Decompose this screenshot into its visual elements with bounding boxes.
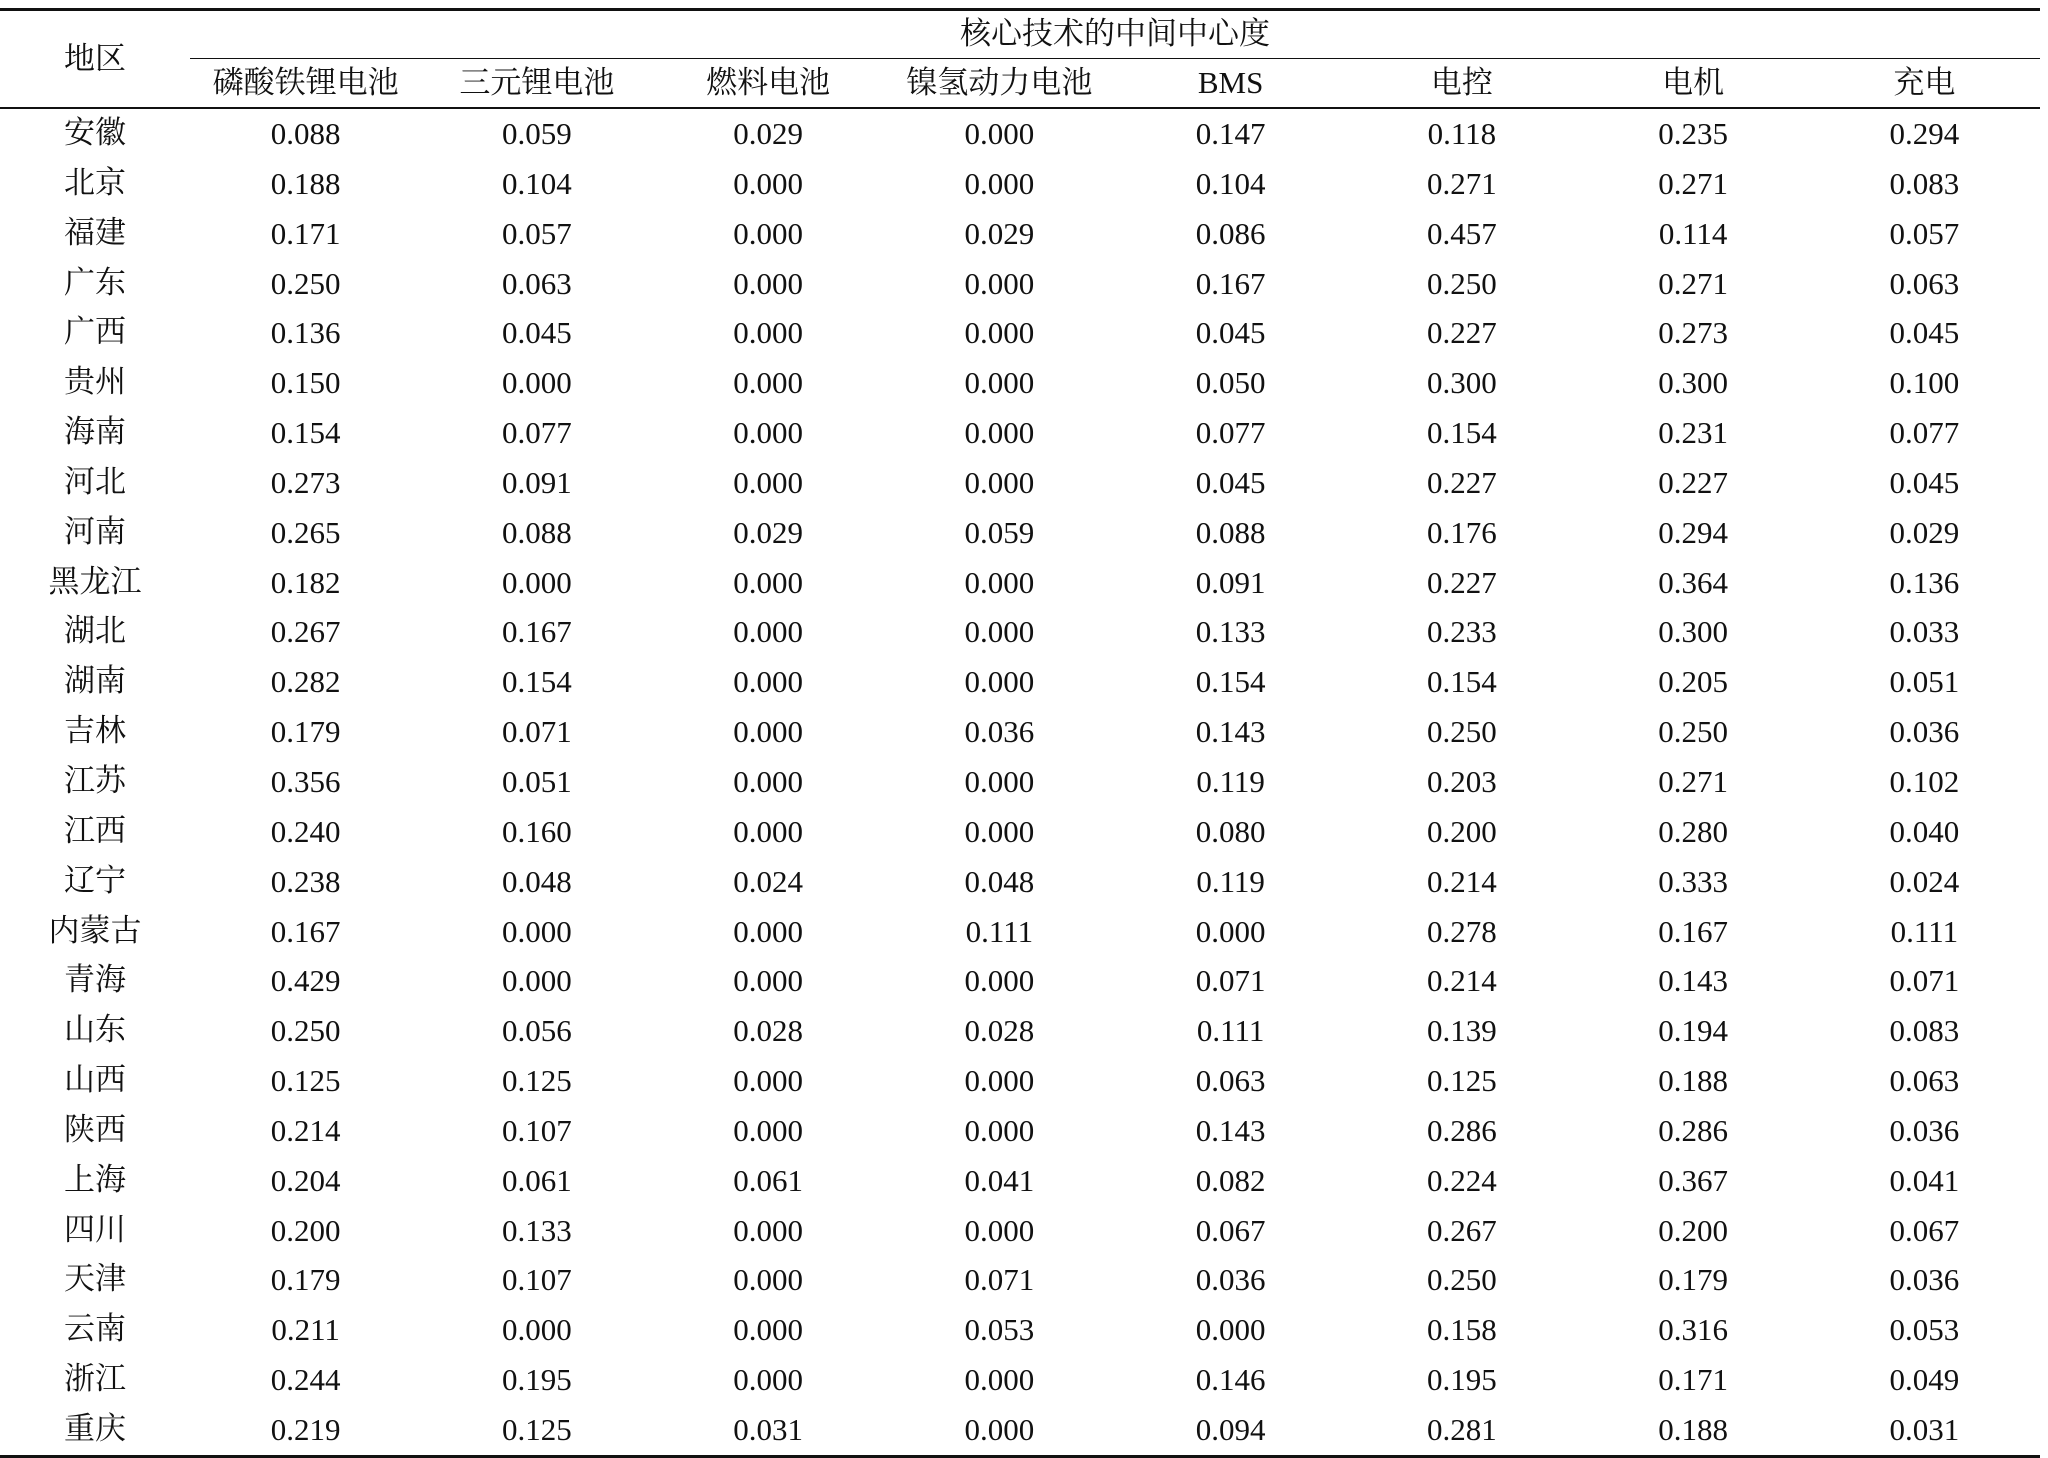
value-cell: 0.364 [1658, 564, 1728, 600]
column-header-charging: 充电 [1809, 59, 2040, 109]
value-cell: 0.250 [1427, 1262, 1497, 1298]
value-cell: 0.211 [271, 1312, 340, 1348]
value-cell: 0.088 [1195, 514, 1266, 550]
value-cell: 0.083 [1889, 1013, 1960, 1049]
table-row [0, 508, 2040, 558]
value-cell: 0.000 [733, 464, 803, 500]
header-row-columns [0, 59, 2040, 109]
value-cell: 0.167 [270, 913, 341, 949]
value-cell: 0.071 [1889, 963, 1960, 999]
value-cell: 0.000 [964, 963, 1035, 999]
value-cell: 0.041 [964, 1162, 1035, 1198]
value-cell: 0.271 [1427, 165, 1497, 201]
value-cell: 0.167 [1195, 265, 1266, 301]
value-cell: 0.000 [733, 215, 803, 251]
value-cell: 0.250 [1658, 714, 1728, 750]
value-cell: 0.000 [733, 315, 803, 351]
value-cell: 0.048 [964, 863, 1035, 899]
region-cell: 广东 [64, 264, 126, 301]
value-cell: 0.051 [1889, 664, 1960, 700]
value-cell: 0.029 [733, 116, 803, 151]
value-cell: 0.125 [502, 1063, 572, 1099]
value-cell: 0.280 [1658, 813, 1728, 849]
region-cell: 广西 [64, 314, 126, 351]
value-cell: 0.000 [733, 564, 803, 600]
value-cell: 0.227 [1427, 564, 1497, 600]
value-cell: 0.160 [502, 813, 572, 849]
value-cell: 0.094 [1115, 1405, 1346, 1456]
column-header-motor: 电机 [1578, 59, 1809, 109]
value-cell: 0.182 [270, 564, 341, 600]
column-header-nimh-battery: 镍氢动力电池 [884, 59, 1115, 109]
value-cell: 0.000 [733, 813, 803, 849]
value-cell: 0.133 [1195, 614, 1266, 650]
value-cell: 0.104 [502, 165, 572, 201]
value-cell: 0.041 [1889, 1162, 1960, 1198]
value-cell: 0.036 [1889, 1112, 1960, 1148]
region-cell: 内蒙古 [48, 912, 142, 949]
value-cell: 0.045 [1195, 315, 1266, 351]
value-cell: 0.281 [1346, 1405, 1577, 1456]
region-cell: 重庆 [0, 1405, 190, 1456]
value-cell: 0.250 [270, 1013, 341, 1049]
value-cell: 0.045 [502, 315, 572, 351]
value-cell: 0.000 [733, 963, 803, 999]
value-cell: 0.000 [964, 265, 1035, 301]
value-cell: 0.077 [1195, 415, 1266, 451]
value-cell: 0.227 [1427, 464, 1497, 500]
value-cell: 0.000 [1195, 1312, 1266, 1348]
value-cell: 0.000 [964, 813, 1035, 849]
value-cell: 0.250 [1427, 714, 1497, 750]
value-cell: 0.179 [270, 714, 341, 750]
value-cell: 0.000 [733, 415, 803, 451]
value-cell: 0.024 [1889, 863, 1960, 899]
value-cell: 0.203 [1427, 763, 1497, 799]
value-cell: 0.154 [502, 664, 572, 700]
table-row [0, 907, 2040, 957]
value-cell: 0.200 [1427, 813, 1497, 849]
value-cell: 0.214 [270, 1112, 341, 1148]
value-cell: 0.000 [733, 1112, 803, 1148]
table-row [0, 1255, 2040, 1305]
value-cell: 0.267 [270, 614, 341, 650]
value-cell: 0.080 [1195, 813, 1266, 849]
region-cell: 海南 [64, 414, 126, 451]
value-cell: 0.000 [733, 165, 803, 201]
value-cell: 0.271 [1658, 265, 1728, 301]
value-cell: 0.250 [1427, 265, 1497, 301]
value-cell: 0.000 [964, 1112, 1035, 1148]
value-cell: 0.000 [964, 664, 1035, 700]
table-row [0, 108, 2040, 159]
value-cell: 0.024 [733, 863, 803, 899]
value-cell: 0.227 [1658, 464, 1728, 500]
value-cell: 0.429 [270, 963, 341, 999]
value-cell: 0.082 [1195, 1162, 1266, 1198]
value-cell: 0.457 [1427, 215, 1497, 251]
table-row [0, 1206, 2040, 1256]
value-cell: 0.053 [1889, 1312, 1960, 1348]
centrality-group-header: 核心技术的中间中心度 [190, 10, 2040, 59]
value-cell: 0.000 [502, 1312, 572, 1348]
value-cell: 0.029 [1889, 514, 1960, 550]
value-cell: 0.214 [1427, 863, 1497, 899]
value-cell: 0.240 [270, 813, 341, 849]
value-cell: 0.000 [964, 564, 1035, 600]
value-cell: 0.214 [1427, 963, 1497, 999]
value-cell: 0.154 [1427, 664, 1497, 700]
value-cell: 0.086 [1195, 215, 1266, 251]
value-cell: 0.059 [502, 116, 572, 151]
value-cell: 0.000 [733, 1262, 803, 1298]
region-cell: 贵州 [64, 364, 126, 401]
value-cell: 0.143 [1195, 1112, 1266, 1148]
table-row [0, 956, 2040, 1006]
value-cell: 0.000 [733, 1362, 803, 1398]
value-cell: 0.000 [964, 614, 1035, 650]
value-cell: 0.154 [1427, 415, 1497, 451]
value-cell: 0.050 [1195, 365, 1266, 401]
value-cell: 0.077 [1889, 415, 1960, 451]
table-row [0, 558, 2040, 608]
value-cell: 0.300 [1658, 614, 1728, 650]
region-cell: 吉林 [64, 713, 126, 750]
value-cell: 0.316 [1658, 1312, 1728, 1348]
value-cell: 0.000 [964, 116, 1035, 151]
value-cell: 0.063 [1195, 1063, 1266, 1099]
value-cell: 0.028 [964, 1013, 1035, 1049]
value-cell: 0.045 [1889, 315, 1960, 351]
value-cell: 0.158 [1427, 1312, 1497, 1348]
value-cell: 0.224 [1427, 1162, 1497, 1198]
region-cell: 陕西 [64, 1111, 126, 1148]
value-cell: 0.136 [270, 315, 341, 351]
value-cell: 0.000 [733, 1312, 803, 1348]
value-cell: 0.057 [502, 215, 572, 251]
table-row [0, 1355, 2040, 1405]
table-row [0, 408, 2040, 458]
value-cell: 0.367 [1658, 1162, 1728, 1198]
value-cell: 0.063 [502, 265, 572, 301]
value-cell: 0.300 [1658, 365, 1728, 401]
region-cell: 湖北 [64, 613, 126, 650]
value-cell: 0.036 [1889, 714, 1960, 750]
value-cell: 0.067 [1195, 1212, 1266, 1248]
value-cell: 0.294 [1889, 116, 1960, 151]
value-cell: 0.088 [270, 116, 341, 151]
value-cell: 0.111 [965, 913, 1034, 949]
region-cell: 北京 [64, 164, 126, 201]
table-row [0, 209, 2040, 259]
value-cell: 0.125 [1427, 1063, 1497, 1099]
value-cell: 0.200 [270, 1212, 341, 1248]
value-cell: 0.111 [1196, 1013, 1265, 1049]
column-header-bms: BMS [1115, 59, 1346, 109]
value-cell: 0.286 [1427, 1112, 1497, 1148]
value-cell: 0.179 [270, 1262, 341, 1298]
table-row [0, 857, 2040, 907]
value-cell: 0.188 [1658, 1063, 1728, 1099]
table-row [0, 1056, 2040, 1106]
table-row [0, 1156, 2040, 1206]
value-cell: 0.000 [964, 1063, 1035, 1099]
value-cell: 0.133 [502, 1212, 572, 1248]
value-cell: 0.040 [1889, 813, 1960, 849]
value-cell: 0.031 [653, 1405, 884, 1456]
value-cell: 0.083 [1889, 165, 1960, 201]
region-cell: 江西 [64, 812, 126, 849]
value-cell: 0.146 [1195, 1362, 1266, 1398]
region-cell: 四川 [64, 1211, 126, 1248]
value-cell: 0.143 [1658, 963, 1728, 999]
value-cell: 0.273 [270, 464, 341, 500]
value-cell: 0.205 [1658, 664, 1728, 700]
value-cell: 0.136 [1889, 564, 1960, 600]
table-row [0, 1305, 2040, 1355]
value-cell: 0.154 [1195, 664, 1266, 700]
region-cell: 辽宁 [64, 862, 126, 899]
value-cell: 0.125 [421, 1405, 652, 1456]
value-cell: 0.000 [733, 664, 803, 700]
value-cell: 0.063 [1889, 1063, 1960, 1099]
value-cell: 0.195 [502, 1362, 572, 1398]
value-cell: 0.000 [1195, 913, 1266, 949]
value-cell: 0.171 [270, 215, 341, 251]
value-cell: 0.048 [502, 863, 572, 899]
value-cell: 0.045 [1889, 464, 1960, 500]
value-cell: 0.000 [964, 365, 1035, 401]
table-row [0, 308, 2040, 358]
value-cell: 0.056 [502, 1013, 572, 1049]
value-cell: 0.114 [1658, 215, 1728, 251]
region-cell: 浙江 [64, 1361, 126, 1398]
value-cell: 0.091 [1195, 564, 1266, 600]
value-cell: 0.000 [964, 1362, 1035, 1398]
region-cell: 福建 [64, 214, 126, 251]
value-cell: 0.000 [733, 1063, 803, 1099]
value-cell: 0.143 [1195, 714, 1266, 750]
value-cell: 0.235 [1658, 116, 1728, 151]
value-cell: 0.278 [1427, 913, 1497, 949]
value-cell: 0.238 [270, 863, 341, 899]
value-cell: 0.244 [270, 1362, 341, 1398]
value-cell: 0.356 [270, 763, 341, 799]
region-cell: 天津 [64, 1261, 126, 1298]
region-cell: 上海 [64, 1161, 126, 1198]
value-cell: 0.250 [270, 265, 341, 301]
value-cell: 0.031 [1809, 1405, 2040, 1456]
value-cell: 0.000 [964, 415, 1035, 451]
value-cell: 0.000 [733, 265, 803, 301]
value-cell: 0.219 [190, 1405, 421, 1456]
value-cell: 0.029 [733, 514, 803, 550]
table-row [0, 159, 2040, 209]
table-row [0, 707, 2040, 757]
value-cell: 0.077 [502, 415, 572, 451]
value-cell: 0.179 [1658, 1262, 1728, 1298]
value-cell: 0.061 [733, 1162, 803, 1198]
value-cell: 0.000 [733, 763, 803, 799]
table-row [0, 807, 2040, 857]
region-cell: 河南 [64, 513, 126, 550]
value-cell: 0.000 [733, 365, 803, 401]
value-cell: 0.000 [964, 1212, 1035, 1248]
column-header-ternary-lithium-battery: 三元锂电池 [421, 59, 652, 109]
region-column-header: 地区 [0, 10, 190, 109]
value-cell: 0.057 [1889, 215, 1960, 251]
value-cell: 0.119 [1196, 763, 1265, 799]
value-cell: 0.118 [1427, 116, 1497, 151]
value-cell: 0.000 [733, 913, 803, 949]
value-cell: 0.000 [502, 365, 572, 401]
value-cell: 0.071 [964, 1262, 1035, 1298]
value-cell: 0.029 [964, 215, 1035, 251]
value-cell: 0.000 [964, 165, 1035, 201]
value-cell: 0.107 [502, 1262, 572, 1298]
region-cell: 江苏 [64, 762, 126, 799]
value-cell: 0.071 [502, 714, 572, 750]
value-cell: 0.036 [1195, 1262, 1266, 1298]
value-cell: 0.233 [1427, 614, 1497, 650]
value-cell: 0.091 [502, 464, 572, 500]
value-cell: 0.167 [502, 614, 572, 650]
table-row [0, 259, 2040, 309]
value-cell: 0.071 [1195, 963, 1266, 999]
value-cell: 0.139 [1427, 1013, 1497, 1049]
value-cell: 0.167 [1658, 913, 1728, 949]
value-cell: 0.282 [270, 664, 341, 700]
table-row [0, 1405, 2040, 1456]
column-header-fuel-cell: 燃料电池 [653, 59, 884, 109]
value-cell: 0.033 [1889, 614, 1960, 650]
value-cell: 0.053 [964, 1312, 1035, 1348]
value-cell: 0.333 [1658, 863, 1728, 899]
value-cell: 0.063 [1889, 265, 1960, 301]
value-cell: 0.227 [1427, 315, 1497, 351]
value-cell: 0.088 [502, 514, 572, 550]
column-header-electric-control: 电控 [1346, 59, 1577, 109]
table-row [0, 458, 2040, 508]
value-cell: 0.273 [1658, 315, 1728, 351]
header-row-top [0, 10, 2040, 59]
value-cell: 0.028 [733, 1013, 803, 1049]
value-cell: 0.150 [270, 365, 341, 401]
value-cell: 0.000 [964, 315, 1035, 351]
value-cell: 0.036 [1889, 1262, 1960, 1298]
value-cell: 0.300 [1427, 365, 1497, 401]
value-cell: 0.061 [502, 1162, 572, 1198]
value-cell: 0.231 [1658, 415, 1728, 451]
value-cell: 0.147 [1195, 116, 1266, 151]
value-cell: 0.125 [270, 1063, 341, 1099]
value-cell: 0.000 [502, 564, 572, 600]
value-cell: 0.294 [1658, 514, 1728, 550]
value-cell: 0.000 [733, 614, 803, 650]
value-cell: 0.271 [1658, 763, 1728, 799]
region-cell: 云南 [64, 1311, 126, 1348]
value-cell: 0.194 [1658, 1013, 1728, 1049]
centrality-table-container [0, 8, 2040, 1458]
value-cell: 0.204 [270, 1162, 341, 1198]
table-row [0, 358, 2040, 408]
value-cell: 0.111 [1890, 913, 1959, 949]
value-cell: 0.176 [1427, 514, 1497, 550]
value-cell: 0.188 [270, 165, 341, 201]
value-cell: 0.036 [964, 714, 1035, 750]
region-cell: 安徽 [64, 115, 126, 151]
value-cell: 0.000 [733, 714, 803, 750]
table-row [0, 1106, 2040, 1156]
value-cell: 0.195 [1427, 1362, 1497, 1398]
table-header [0, 10, 2040, 109]
value-cell: 0.107 [502, 1112, 572, 1148]
region-cell: 山东 [64, 1012, 126, 1049]
table-row [0, 657, 2040, 707]
region-cell: 河北 [64, 463, 126, 500]
value-cell: 0.000 [964, 763, 1035, 799]
value-cell: 0.100 [1889, 365, 1960, 401]
value-cell: 0.119 [1196, 863, 1265, 899]
value-cell: 0.059 [964, 514, 1035, 550]
column-header-lfp-battery: 磷酸铁锂电池 [190, 59, 421, 109]
value-cell: 0.000 [964, 464, 1035, 500]
value-cell: 0.171 [1658, 1362, 1728, 1398]
value-cell: 0.067 [1889, 1212, 1960, 1248]
value-cell: 0.000 [733, 1212, 803, 1248]
value-cell: 0.188 [1578, 1405, 1809, 1456]
value-cell: 0.102 [1889, 763, 1960, 799]
value-cell: 0.000 [502, 963, 572, 999]
value-cell: 0.267 [1427, 1212, 1497, 1248]
value-cell: 0.154 [270, 415, 341, 451]
region-cell: 黑龙江 [48, 563, 142, 600]
value-cell: 0.286 [1658, 1112, 1728, 1148]
value-cell: 0.200 [1658, 1212, 1728, 1248]
value-cell: 0.271 [1658, 165, 1728, 201]
table-row [0, 607, 2040, 657]
region-cell: 青海 [64, 962, 126, 999]
table-row [0, 757, 2040, 807]
region-cell: 山西 [64, 1062, 126, 1099]
value-cell: 0.000 [884, 1405, 1115, 1456]
table-body [0, 108, 2040, 1456]
value-cell: 0.049 [1889, 1362, 1960, 1398]
value-cell: 0.045 [1195, 464, 1266, 500]
value-cell: 0.104 [1195, 165, 1266, 201]
value-cell: 0.265 [270, 514, 341, 550]
value-cell: 0.051 [502, 763, 572, 799]
value-cell: 0.000 [502, 913, 572, 949]
region-cell: 湖南 [64, 663, 126, 700]
centrality-table [0, 8, 2040, 1458]
table-row [0, 1006, 2040, 1056]
